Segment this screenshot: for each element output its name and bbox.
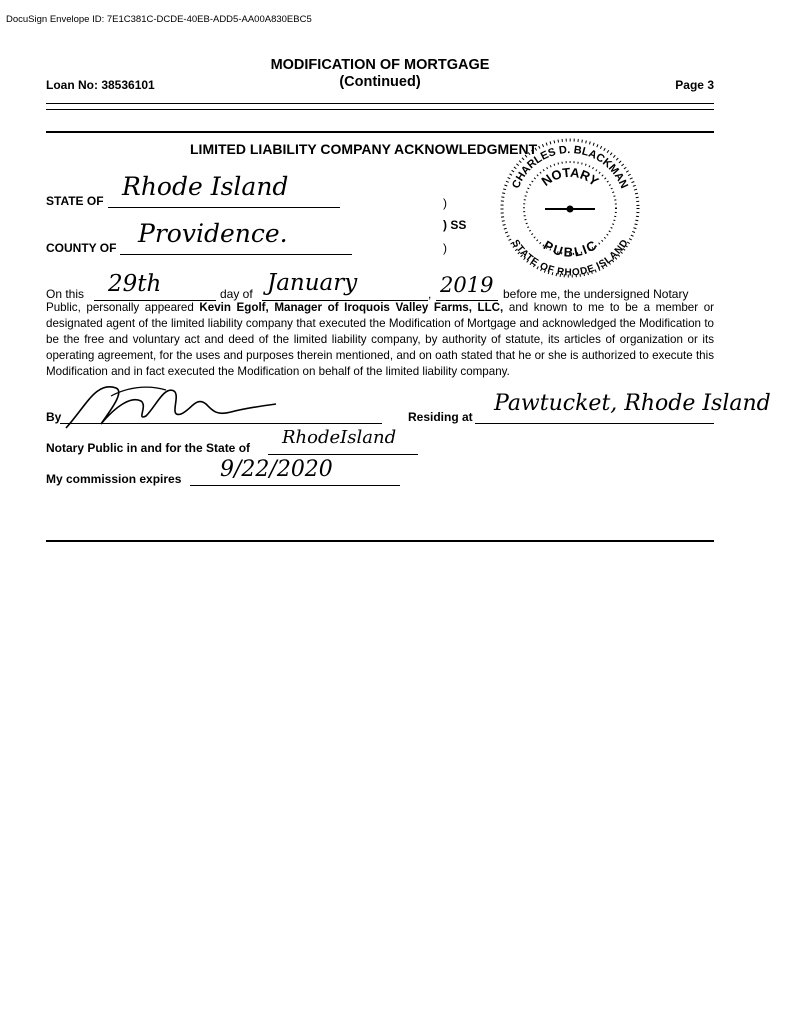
- notary-seal: [493, 138, 647, 278]
- bracket-top: ): [443, 196, 447, 210]
- section-rule-bottom: [46, 540, 714, 542]
- section-rule-top: [46, 131, 714, 133]
- residing-value: Pawtucket, Rhode Island: [494, 391, 771, 416]
- county-value: Providence.: [138, 219, 288, 248]
- on-this-label: On this: [46, 287, 85, 301]
- state-label: STATE OF: [46, 194, 104, 208]
- county-label: COUNTY OF: [46, 241, 117, 255]
- document-subtitle: (Continued): [339, 74, 421, 90]
- notary-state-underline: [268, 454, 418, 455]
- commission-label: My commission expires: [46, 472, 182, 486]
- bracket-ss: ) SS: [443, 218, 467, 232]
- seal-center-dot: [567, 206, 574, 213]
- page-number: Page 3: [675, 78, 714, 92]
- by-underline: [60, 423, 382, 424]
- day-of-label: day of: [220, 287, 253, 301]
- state-underline: [108, 207, 340, 208]
- residing-underline: [475, 423, 714, 424]
- by-label: By: [46, 410, 62, 424]
- document-title: MODIFICATION OF MORTGAGE: [270, 57, 490, 73]
- date-comma: ,: [428, 287, 432, 301]
- section-title: LIMITED LIABILITY COMPANY ACKNOWLEDGMENT: [190, 141, 538, 157]
- residing-label: Residing at: [408, 410, 473, 424]
- county-underline: [120, 254, 352, 255]
- loan-number: Loan No: 38536101: [46, 78, 155, 92]
- on-this-suffix: before me, the undersigned Notary: [503, 287, 689, 301]
- signer-name: Kevin Egolf, Manager of Iroquois Valley Farms, LLC,: [199, 301, 504, 314]
- state-value: Rhode Island: [122, 172, 289, 201]
- year-value: 2019: [440, 273, 494, 297]
- seal-name: CHARLES D. BLACKMAN: [509, 144, 631, 191]
- notary-state-label: Notary Public in and for the State of: [46, 441, 251, 455]
- commission-value: 9/22/2020: [220, 457, 333, 482]
- acknowledgment-paragraph: [46, 300, 714, 380]
- paragraph-start: Public, personally appeared: [46, 301, 200, 314]
- seal-state: STATE OF RHODE ISLAND: [509, 237, 631, 278]
- seal-public: PUBLIC: [540, 237, 600, 260]
- day-value: 29th: [108, 271, 162, 297]
- header-rule-2: [46, 109, 714, 110]
- commission-underline: [190, 485, 400, 486]
- paragraph-rest: and known to me to be a member or designated agent of the limited liability company that executed the Modification of Mortgage and acknowledged the Modification to be the free and voluntary act and deed of the limited liability company, by authority of statute, its articles of organization or its operating agreement, for the uses and purposes therein mentioned, and on oath stated that he or she is authorized to execute this Modification and in fact executed the Modification on behalf of the limited liability company.: [46, 301, 715, 378]
- header-rule-1: [46, 103, 714, 104]
- month-value: January: [267, 270, 358, 296]
- bracket-bottom: ): [443, 241, 447, 255]
- notary-state-value: RhodeIsland: [282, 427, 397, 448]
- notary-signature: [56, 376, 286, 436]
- seal-notary: NOTARY: [538, 164, 602, 189]
- envelope-id: DocuSign Envelope ID: 7E1C381C-DCDE-40EB-ADD5-AA00A830EBC5: [6, 14, 312, 25]
